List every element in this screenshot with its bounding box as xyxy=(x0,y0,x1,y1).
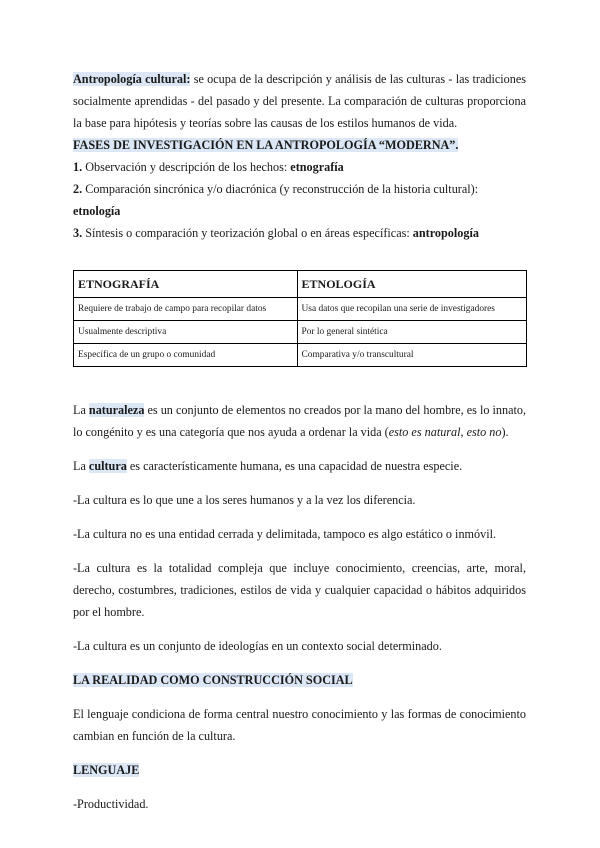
intro-paragraph xyxy=(73,68,526,134)
realidad-heading-row xyxy=(73,669,526,691)
realidad-heading: LA REALIDAD COMO CONSTRUCCIÓN SOCIAL xyxy=(73,673,353,687)
fases-item-3 xyxy=(73,222,526,244)
table-cell: Específica de un grupo o comunidad xyxy=(74,344,298,367)
lenguaje-item: -Productividad. xyxy=(73,797,149,811)
intro-text: se ocupa de la descripción y análisis de las culturas - las tradiciones socialmente aprendidas - del pasado y del presente. La comparación de culturas proporciona la base para hipótesis y teorías sobre las causas de los estilos humanos de vida. xyxy=(73,72,526,130)
cultura-point: -La cultura es lo que une a los seres humanos y a la vez los diferencia. xyxy=(73,493,416,507)
fases-item-number: 2. xyxy=(73,182,83,196)
naturaleza-term: naturaleza xyxy=(88,403,145,417)
lenguaje-heading: LENGUAJE xyxy=(73,763,140,777)
fases-item-number: 3. xyxy=(73,226,83,240)
naturaleza-paragraph xyxy=(73,399,526,443)
table-header-etnologia: ETNOLOGÍA xyxy=(297,271,526,298)
table-header-row xyxy=(74,271,527,298)
naturaleza-italic: esto es natural, esto no xyxy=(388,425,502,439)
realidad-paragraph: El lenguaje condiciona de forma central nuestro conocimiento y las formas de conocimiento cambian en función de la cultura. xyxy=(73,707,526,743)
cultura-text: es característicamente humana, es una capacidad de nuestra especie. xyxy=(126,459,463,473)
cultura-pre: La xyxy=(73,459,89,473)
cultura-point: -La cultura no es una entidad cerrada y delimitada, tampoco es algo estático o inmóvil. xyxy=(73,527,497,541)
fases-item-text: Síntesis o comparación y teorización global o en áreas específicas: xyxy=(82,226,413,240)
table-cell: Por lo general sintética xyxy=(297,321,526,344)
fases-item-term: etnología xyxy=(73,204,121,218)
fases-item-1 xyxy=(73,156,526,178)
table-row xyxy=(74,321,527,344)
fases-item-text: Comparación sincrónica y/o diacrónica (y reconstrucción de la historia cultural): xyxy=(82,182,479,196)
naturaleza-post: ). xyxy=(501,425,509,439)
table-cell: Comparativa y/o transcultural xyxy=(297,344,526,367)
cultura-term: cultura xyxy=(88,459,127,473)
cultura-point: -La cultura es la totalidad compleja que incluye conocimiento, creencias, arte, moral, derecho, costumbres, tradiciones, estilos de vida y cualquier capacidad o hábitos adquiridos por el hombre. xyxy=(73,561,526,619)
table-cell: Usa datos que recopilan una serie de investigadores xyxy=(297,298,526,321)
fases-item-term: etnografía xyxy=(290,160,344,174)
comparison-table xyxy=(73,270,527,367)
fases-item-number: 1. xyxy=(73,160,83,174)
fases-item-2 xyxy=(73,178,526,222)
table-header-etnografia: ETNOGRAFÍA xyxy=(74,271,298,298)
naturaleza-text: es un conjunto de elementos no creados por la mano del hombre, es lo innato, lo congénito y es una categoría que nos ayuda a ordenar la vida ( xyxy=(73,403,527,439)
fases-item-text: Observación y descripción de los hechos: xyxy=(82,160,291,174)
table-cell: Usualmente descriptiva xyxy=(74,321,298,344)
cultura-point: -La cultura es un conjunto de ideologías en un contexto social determinado. xyxy=(73,639,442,653)
table-row xyxy=(74,344,527,367)
table-row xyxy=(74,298,527,321)
cultura-paragraph xyxy=(73,455,526,477)
fases-item-term: antropología xyxy=(412,226,479,240)
lenguaje-heading-row xyxy=(73,759,526,781)
fases-section xyxy=(73,134,526,244)
fases-heading: FASES DE INVESTIGACIÓN EN LA ANTROPOLOGÍA “MODERNA”. xyxy=(73,138,459,152)
naturaleza-pre: La xyxy=(73,403,89,417)
table-cell: Requiere de trabajo de campo para recopilar datos xyxy=(74,298,298,321)
intro-term: Antropología cultural: xyxy=(73,72,191,86)
